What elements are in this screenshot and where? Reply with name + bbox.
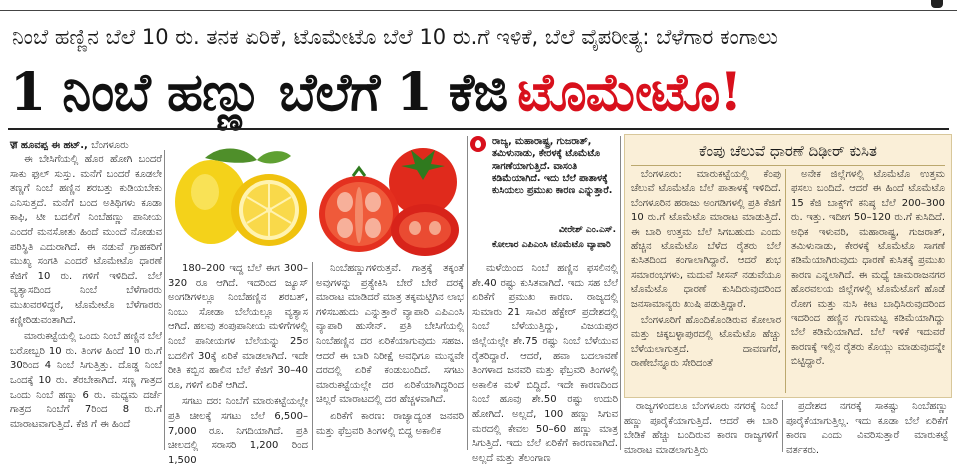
article-column-1	[10, 153, 162, 451]
headline-part-1: 1 ನಿಂಬೆ ಹಣ್ಣು ಬೆಲೆಗೆ 1 ಕೆಜಿ	[10, 62, 508, 123]
quote-text: ರಾಜ್ಯ, ಮಹಾರಾಷ್ಟ್ರ, ಗುಜರಾತ್, ತಮಿಳುನಾಡು, ಕೇರಳಕ್ಕೆ ಟೊಮೆಟೊ ಸಾಗಣೆಯಾಗುತ್ತಿದೆ. ವಾಸಂತಿ ಕಡಿಮೆಯಾಗಿದೆ. ಇದು ಬೆಲೆ ಪಾತಾಳಕ್ಕೆ ಕುಸಿಯಲು ಪ್ರಮುಖ ಕಾರಣ ಎನ್ನುತ್ತಾರೆ.	[492, 136, 613, 197]
byline-arrow-icon: ॹ	[10, 140, 18, 151]
article-column-3	[316, 262, 464, 450]
quote-designation: ಕೋಲಾರ ಎಪಿಎಂಸಿ ಟೊಮೆಟೊ ವ್ಯಾಪಾರಿ	[492, 240, 611, 250]
tomatoes-photo	[315, 140, 465, 258]
sidebar-title: ಕೆಂಪು ಚೆಲುವೆ ಧಾರಣೆ ದಿಢೀರ್ ಕುಸಿತ	[699, 142, 877, 160]
paragraph: ಪ್ರದೇಶದ ನಗರಕ್ಕೆ ಸಾಕಷ್ಟು ನಿಂಬೆಹಣ್ಣು ಪೂರೈಕೆಯಾಗುತ್ತಿಲ್ಲ. ಇದು ಕೂಡಾ ಬೆಲೆ ಏರಿಕೆಗೆ ಕಾರಣ ಎಂದು ವಿವರಿಸುತ್ತಾರೆ ಮಾರುಕಟ್ಟೆ ವರ್ತಕರು.	[786, 401, 948, 456]
bottom-column-2	[786, 400, 948, 456]
article-column-2	[168, 262, 308, 466]
headline-rule	[8, 128, 949, 130]
paragraph: ಮಾರುಕಟ್ಟೆಯಲ್ಲಿ ಒಂದು ನಿಂಬೆ ಹಣ್ಣಿನ ಬೆಲೆ ಬರೋಬ್ಬರಿ 10 ರು. ತಿಂಗಳ ಹಿಂದೆ 10 ರು.ಗೆ 30ರಿಂದ 4 ನಿಂಬೆ ಸಿಗುತ್ತಿತ್ತು. ದೊಡ್ಡ ನಿಂಬೆ ಒಂದಕ್ಕೆ 10 ರು. ತೆರಬೇಕಾಗಿದೆ. ಸಣ್ಣ ಗಾತ್ರದ ಒಂದು ನಿಂಬೆ ಹಣ್ಣು 6 ರು. ಮಧ್ಯಮ ದರ್ಜೆ ಗಾತ್ರದ ನಿಂಬೆಗೆ 7ರಿಂದ 8 ರು.ಗೆ ಮಾರಾಟವಾಗುತ್ತಿದೆ. ಕೆಜಿ ಗೆ ಈ ಹಿಂದೆ	[10, 331, 162, 430]
paragraph: ಸಗಟು ದರ: ನಿಂಬೆಗೆ ಮಾರುಕಟ್ಟೆಯಲ್ಲೇ ಪ್ರತಿ ಚೀಲಕ್ಕೆ ಸಗಟು ಬೆಲೆ 6,500–7,000 ರೂ. ನಿಗದಿಯಾಗಿದೆ. ಪ್ರತಿ ಚೀಲದಲ್ಲಿ ಸರಾಸರಿ 1,200 ರಿಂದ 1,500	[168, 396, 308, 466]
pull-quote	[470, 136, 618, 258]
page-corner-mark	[931, 0, 943, 8]
sidebar-box	[624, 134, 952, 398]
lemons-photo	[165, 140, 310, 258]
page-top-strip	[0, 0, 957, 11]
column-divider	[467, 136, 468, 450]
quote-marker-icon	[470, 136, 486, 152]
sidebar-rule	[631, 165, 945, 166]
article-column-4	[472, 262, 618, 464]
paragraph: ಏರಿಕೆಗೆ ಕಾರಣ: ರಾಜ್ಯಾದ್ಯಂತ ಜನವರಿ ಮತ್ತು ಫೆಬ್ರವರಿ ತಿಂಗಳಲ್ಲಿ ಬಿದ್ದ ಅಕಾಲಿಕ	[316, 410, 464, 437]
paragraph: ಅನೇಕ ಜಿಲ್ಲೆಗಳಲ್ಲಿ ಟೊಮೆಟೊ ಉತ್ತಮ ಫಸಲು ಬಂದಿದೆ. ಆದರೆ ಈ ಹಿಂದೆ ಟೊಮೆಟೊ 15 ಕೆಜಿ ಬಾಕ್ಸ್‌ಗೆ ಕನಿಷ್ಠ ಬೆಲೆ 200–300 ರು. ಇತ್ತು. ಇದೀಗ 50–120 ರು.ಗೆ ಕುಸಿದಿದೆ. ಅಧಿಕ ಇಳುವರಿ, ಮಹಾರಾಷ್ಟ್ರ, ಗುಜರಾತ್, ತಮಿಳುನಾಡು, ಕೇರಳಕ್ಕೆ ಟೊಮೆಟೊ ಸಾಗಣೆ ಕಡಿಮೆಯಾಗಿರುವುದು ಧಾರಣೆ ಕುಸಿತಕ್ಕೆ ಪ್ರಮುಖ ಕಾರಣ ಎನ್ನಲಾಗಿದೆ. ಈ ಮಧ್ಯೆ ಚಾಮರಾಜನಗರ ಹೊರವಲಯ ಜಿಲ್ಲೆಗಳಲ್ಲಿ ಟೊಮೆಟೊಗೆ ಹೊಡೆ ರೋಗ ಮತ್ತು ನುಸಿ ಕೀಟ ಬಾಧಿಸಿರುವುದರಿಂದ ಇದರಿಂದ ಹಣ್ಣಿನ ಗುಣಮಟ್ಟ ಕಡಿಮೆಯಾಗಿದ್ದು ಬೆಲೆ ಕಡಿಮೆಯಾಗಿದೆ. ಬೆಲೆ ಇಳಿಕೆ ಇದುವರೆ ಕಾರಣಕ್ಕೆ ಇಲ್ಲಿನ ರೈತರು ಕೊಯ್ಲು ಮಾಡುವುದನ್ನೇ ಬಿಟ್ಟಿದ್ದಾರೆ.	[791, 169, 945, 368]
headline	[10, 58, 947, 128]
paragraph: ಈ ಬೇಸಿಗೆಯಲ್ಲಿ ಹೊರ ಹೋಗಿ ಬಂದರೆ ಸಾಕು ಫುಲ್ ಸುಸ್ತು. ಮನೆಗೆ ಬಂದರೆ ಕೂಡಲೇ ತಣ್ಣಗೆ ನಿಂಬೆ ಹಣ್ಣಿನ ಶರಬತ್ತು ಕುಡಿಯಬೇಕು ಎನಿಸುತ್ತದೆ. ಮನೆಗೆ ಬಂದ ಅತಿಥಿಗಳು ಕೂಡಾ ಕಾಫಿ, ಟೀ ಬದಲಿಗೆ ನಿಂಬೆಹಣ್ಣು ಪಾನೀಯ ಎಂದರೆ ಮನಸೋತು ಹಿಂದೆ ಮುಂದೆ ನೋಡುವ ಪರಿಸ್ಥಿತಿ ಎದುರಾಗಿದೆ. ಈ ನಡುವೆ ಗ್ರಾಹಕರಿಗೆ ಮುಖ್ಯ ಸಂಗತಿ ಎಂದರೆ ಟೊಮೇಟೊ ಧಾರಣೆ ಕೆಜಿಗೆ 10 ರು. ಗಳಿಗೆ ಇಳಿದಿದೆ. ಬೆಲೆ ವ್ಯತ್ಯಾಸದಿಂದ ನಿಂಬೆ ಬೆಳೆಗಾರರು ಮುಖವರಳಿದ್ದರೆ, ಟೊಮೇಟೊ ಬೆಳೆಗಾರರು ಕಣ್ಣೀರಿಡುವಂತಾಗಿದೆ.	[10, 154, 162, 326]
byline-name: ಹೂವಪ್ಪ ಈ ಹಟ್.	[20, 140, 84, 151]
paragraph: 180–200 ಇದ್ದ ಬೆಲೆ ಈಗ 300–320 ರೂ ಆಗಿದೆ. ಇದರಿಂದ ಜ್ಯೂಸ್ ಅಂಗಡಿಗಳಲ್ಲೂ ನಿಂಬೆಹಣ್ಣಿನ ಶರಬತ್, ನಿಂಬು ಸೋಡಾ ಬೆಲೆಯಲ್ಲೂ ವ್ಯತ್ಯಾಸ ಆಗಿದೆ. ಹಲವು ತಂಪುಪಾನೀಯ ಮಳಿಗೆಗಳಲ್ಲಿ ನಿಂಬೆ ಪಾನೀಯಗಳ ಬೆಲೆಯನ್ನು 25ರ ಬದಲಿಗೆ 30ಕ್ಕೆ ಏರಿಕೆ ಮಾಡಲಾಗಿದೆ. ಇದೇ ರೀತಿ ಕಬ್ಬಿನ ಹಾಲಿನ ಬೆಲೆ ಕೆಜಿಗೆ 30–40 ರೂ, ಗಳಿಗೆ ಏರಿಕೆ ಆಗಿದೆ.	[168, 263, 308, 391]
byline-place: ಬೆಂಗಳೂರು	[91, 140, 129, 151]
column-divider	[782, 400, 783, 452]
bottom-column-1	[624, 400, 778, 456]
byline: ॹ ಹೂವಪ್ಪ ಈ ಹಟ್., ಬೆಂಗಳೂರು	[10, 140, 129, 151]
sidebar-column-2	[791, 168, 945, 394]
quote-name: ವೀರೇಶ್ ಎಂ.ಎಸ್.	[558, 225, 616, 235]
paragraph: ಮಳೆಯಿಂದ ನಿಂಬೆ ಹಣ್ಣಿನ ಫಸಲಿನಲ್ಲಿ ಶೇ.40 ರಷ್ಟು ಕುಸಿತವಾಗಿದೆ. ಇದು ಸಹ ಬೆಲೆ ಏರಿಕೆಗೆ ಪ್ರಮುಖ ಕಾರಣ. ರಾಜ್ಯದಲ್ಲಿ ಸುಮಾರು 21 ಸಾವಿರ ಹೆಕ್ಟೇರ್ ಪ್ರದೇಶದಲ್ಲಿ ನಿಂಬೆ ಬೆಳೆಯುತ್ತಿದ್ದು, ವಿಜಯಪುರ ಜಿಲ್ಲೆಯಲ್ಲೇ ಶೇ.75 ರಷ್ಟು ನಿಂಬೆ ಬೆಳೆಯುವ ರೈತರಿದ್ದಾರೆ. ಆದರೆ, ಹವಾ ಬದಲಾವಣೆ ತಿಂಗಳಾದ ಜನವರಿ ಮತ್ತು ಫೆಬ್ರವರಿ ತಿಂಗಳಲ್ಲಿ ಅಕಾಲಿಕ ಮಳೆ ಬಿದ್ದಿದೆ. ಇದೇ ಕಾರಣದಿಂದ ನಿಂಬೆ ಹೂವು ಶೇ.50 ರಷ್ಟು ಉದುರಿ ಹೋಗಿದೆ. ಅಲ್ಲದೆ, 100 ಹಣ್ಣು ಸಿಗುವ ಮರದಲ್ಲಿ ಕೇವಲ 50–60 ಹಣ್ಣು ಮಾತ್ರ ಸಿಗುತ್ತಿದೆ. ಇದು ಬೆಲೆ ಏರಿಕೆಗೆ ಕಾರಣವಾಗಿದೆ. ಅಲ್ಲದೆ ಮತ್ತು ತೆಲಂಗಾಣ	[472, 263, 618, 464]
paragraph: ಬೆಂಗಳೂರು: ಮಾರುಕಟ್ಟೆಯಲ್ಲಿ ಕೆಂಪು ಚೆಲುವೆ ಟೊಮೆಟೊ ಬೆಲೆ ಪಾತಾಳಕ್ಕೆ ಇಳಿದಿದೆ. ಬೆಂಗಳೂರಿನ ಹರಾಜು ಅಂಗಡಿಗಳಲ್ಲಿ ಪ್ರತಿ ಕೆಜಿಗೆ 10 ರು.ಗೆ ಟೊಮೆಟೊ ಮಾರಾಟ ಮಾಡುತ್ತಿದೆ. ಈ ಬಾರಿ ಉತ್ತಮ ಬೆಲೆ ಸಿಗಬಹುದು ಎಂದು ಹೆಚ್ಚಿನ ಟೊಮೆಟೊ ಬೆಳೆದ ರೈತರು ಬೆಲೆ ಕುಸಿತದಿಂದ ಕಂಗಾಲಾಗಿದ್ದಾರೆ. ಆದರೆ ಶುಭ ಸಮಾರಂಭಗಳು, ಮದುವೆ ಸೀಸನ್ ನಡುವೆಯೂ ಟೊಮೆಟೊ ಧಾರಣೆ ಕುಸಿದಿರುವುದರಿಂದ ಜನಸಾಮಾನ್ಯರು ಖುಷಿ ಪಡುತ್ತಿದ್ದಾರೆ.	[631, 169, 781, 310]
column-divider	[620, 136, 621, 450]
paragraph: ರಾಜ್ಯಗಳಿಂದಲೂ ಬೆಂಗಳೂರು ನಗರಕ್ಕೆ ನಿಂಬೆ ಹಣ್ಣು ಪೂರೈಕೆಯಾಗುತ್ತಿದೆ. ಆದರೆ ಈ ಬಾರಿ ಬೇಡಿಕೆ ಹೆಚ್ಚು ಬಂದಿರುವ ಕಾರಣ ರಾಜ್ಯಗಳಿಗೆ ಮಾರಾಟ ಮಾಡಲಾಗುತ್ತಿರು	[624, 401, 778, 456]
column-divider	[312, 262, 313, 450]
paragraph: ನಿಂಬೆಹಣ್ಣುಗಳಿರುತ್ತವೆ. ಗಾತ್ರಕ್ಕೆ ತಕ್ಕಂತೆ ಅವುಗಳನ್ನು ಪ್ರತ್ಯೇಕಿಸಿ ಬೇರೆ ಬೇರೆ ದರಕ್ಕೆ ಮಾರಾಟ ಮಾಡಿದರೆ ಮಾತ್ರ ತಕ್ಕಮಟ್ಟಿಗಿನ ಲಾಭ ಗಳಿಸಬಹುದು ಎನ್ನುತ್ತಾರೆ ವ್ಯಾಪಾರಿ ಎಪಿಎಂಸಿ ವ್ಯಾಪಾರಿ ಹುಸೇನ್. ಪ್ರತಿ ಬೇಸಿಗೆಯಲ್ಲಿ ನಿಂಬೆಹಣ್ಣಿನ ದರ ಏರಿಕೆಯಾಗುವುದು ಸಹಜ. ಆದರೆ ಈ ಬಾರಿ ನಿರೀಕ್ಷೆ ಅವಧಿಗೂ ಮುನ್ನವೇ ದರದಲ್ಲಿ ಏರಿಕೆ ಕಂಡುಬಂದಿದೆ. ಸಗಟು ಮಾರುಕಟ್ಟೆಯಲ್ಲೇ ದರ ಏರಿಕೆಯಾಗಿದ್ದರಿಂದ ಚಿಲ್ಲರೆ ಮಾರಾಟದಲ್ಲಿ ದರ ಹೆಚ್ಚಳವಾಗಿದೆ.	[316, 263, 464, 406]
kicker-line: ನಿಂಬೆ ಹಣ್ಣಿನ ಬೆಲೆ 10 ರು. ತನಕ ಏರಿಕೆ, ಟೊಮೇಟೊ ಬೆಲೆ 10 ರು.ಗೆ ಇಳಿಕೆ, ಬೆಲೆ ವೈಪರೀತ್ಯ: ಬೆಳೆಗಾರ ಕಂಗಾಲು	[12, 25, 778, 49]
sidebar-column-1	[631, 168, 781, 394]
headline-part-2: ಟೊಮೇಟೊ!	[517, 62, 742, 123]
paragraph: ಬೆಂಗಳೂರಿಗೆ ಹೊಂದಿಕೊಂಡಿರುವ ಕೋಲಾರ ಮತ್ತು ಚಿಕ್ಕಬಳ್ಳಾಪುರದಲ್ಲಿ ಟೊಮೆಟೊ ಹೆಚ್ಚು ಬೆಳೆಯಲಾಗುತ್ತದೆ. ದಾವಣಗೆರೆ, ರಾಣೇಬೆನ್ನೂರು ಸೇರಿದಂತೆ	[631, 315, 781, 370]
sidebar-divider	[785, 169, 786, 393]
